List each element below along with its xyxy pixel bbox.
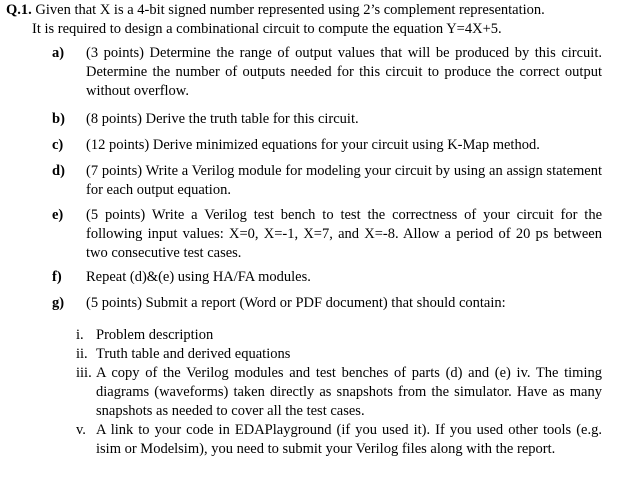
part-text: Repeat (d)&(e) using HA/FA modules. — [86, 269, 311, 285]
part-text: (5 points) Write a Verilog test bench to test the correctness of your circuit for the following input values: X=0, X=-1, X=7, and X=-8. Allow a period of 20 ps between two consecutive test cases. — [86, 207, 602, 261]
part-d — [52, 162, 602, 200]
part-text: (12 points) Derive minimized equations for your circuit using K-Map method. — [86, 137, 540, 153]
report-item-text: A copy of the Verilog modules and test benches of parts (d) and (e) iv. The timing diagrams (waveforms) taken directly as snapshots from the simulator. Have as many snapshots as needed to cover all the test cases. — [96, 365, 602, 419]
part-label: d) — [52, 163, 65, 179]
part-b — [52, 110, 602, 129]
question-header — [6, 1, 631, 39]
report-item-text: Problem description — [96, 327, 214, 343]
report-item-label: iii. — [76, 365, 92, 381]
report-item-text: Truth table and derived equations — [96, 346, 291, 362]
part-text: (3 points) Determine the range of output values that will be produced by this circuit. Determine the number of outputs needed for this circuit to produce the correct output without overflow. — [86, 45, 602, 99]
part-text: (8 points) Derive the truth table for this circuit. — [86, 111, 359, 127]
report-item-v — [76, 421, 602, 459]
part-label: e) — [52, 207, 64, 223]
question-line-1 — [6, 1, 631, 20]
report-item-ii — [76, 345, 602, 364]
report-item-label: ii. — [76, 346, 88, 362]
part-label: a) — [52, 45, 65, 61]
part-label: c) — [52, 137, 64, 153]
question-number: Q.1. — [6, 2, 32, 18]
part-text: (5 points) Submit a report (Word or PDF document) that should contain: — [86, 295, 506, 311]
report-item-i — [76, 326, 602, 345]
part-label: b) — [52, 111, 65, 127]
part-e — [52, 206, 602, 263]
part-f — [52, 268, 602, 287]
report-item-iii — [76, 364, 602, 421]
question-intro: Given that X is a 4-bit signed number represented using 2’s complement representation. — [35, 2, 545, 18]
part-g — [52, 294, 602, 313]
report-item-text: A link to your code in EDAPlayground (if you used it). If you used other tools (e.g. isim or Modelsim), you need to submit your Verilog files along with the report. — [96, 422, 602, 457]
report-item-label: v. — [76, 422, 86, 438]
part-label: g) — [52, 295, 65, 311]
part-a — [52, 44, 602, 101]
report-item-label: i. — [76, 327, 84, 343]
question-equation-line: It is required to design a combinational circuit to compute the equation Y=4X+5. — [32, 21, 502, 37]
part-c — [52, 136, 602, 155]
part-text: (7 points) Write a Verilog module for modeling your circuit by using an assign statement for each output equation. — [86, 163, 602, 198]
part-label: f) — [52, 269, 62, 285]
